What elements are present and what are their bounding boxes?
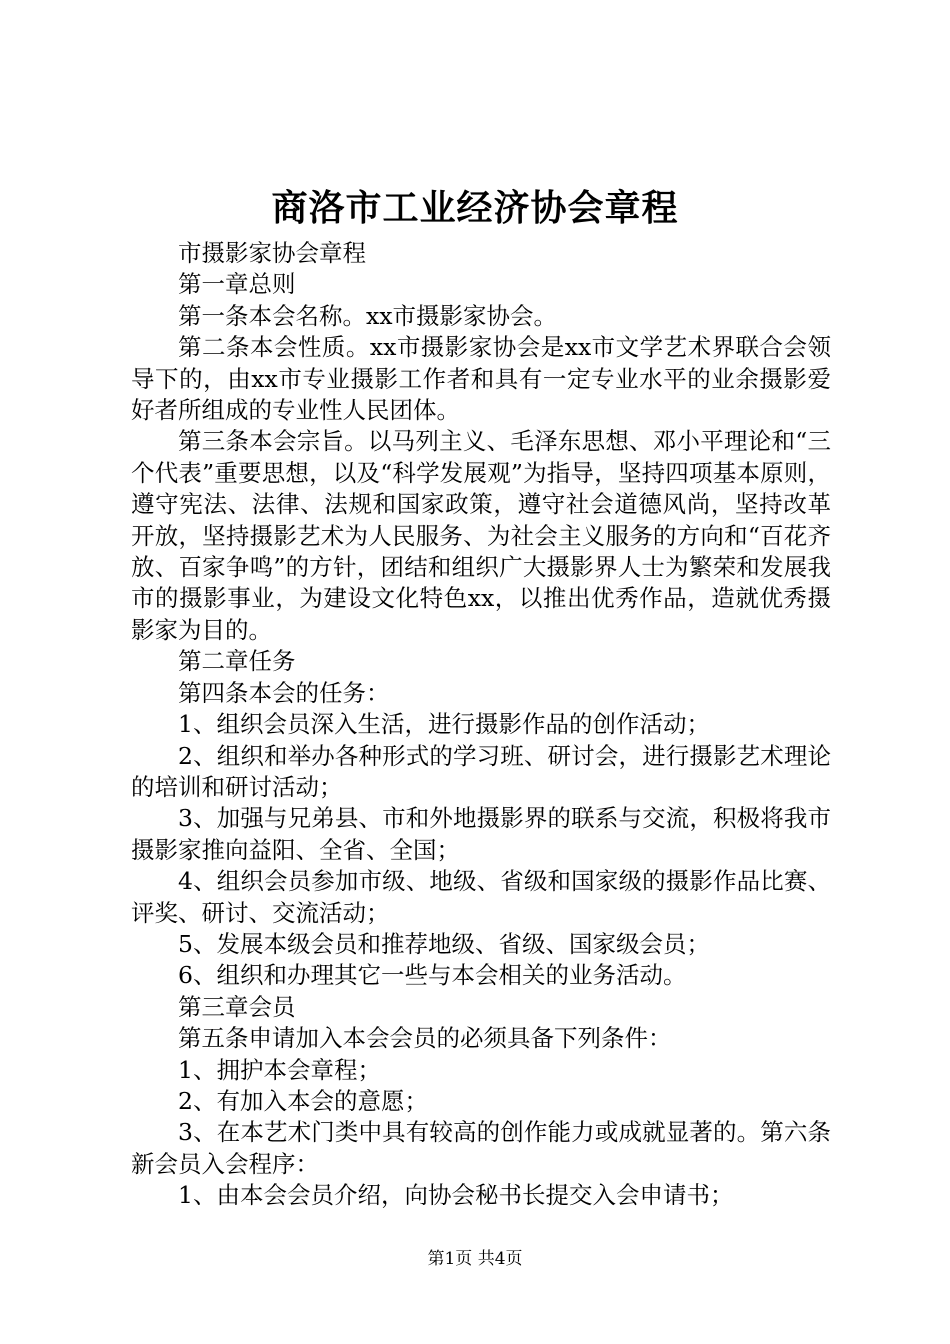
list-item: 2、有加入本会的意愿； [178,1086,428,1115]
paragraph: 第一条本会名称。xx市摄影家协会。 [178,301,558,330]
paragraph: 第三条本会宗旨。以马列主义、毛泽东思想、邓小平理论和“三个代表”重要思想，以及“科学发展观”为指导，坚持四项基本原则，遵守宪法、法律、法规和国家政策，遵守社会道德风尚，坚持改革开放，坚持摄影艺术为人民服务、为社会主义服务的方向和“百花齐放、百家争鸣”的方针，团结和组织广大摄影界人士为繁荣和发展我市的摄影事业，为建设文化特色xx，以推出优秀作品，造就优秀摄影家为目的。 [131,427,831,644]
list-item: 3、加强与兄弟县、市和外地摄影界的联系与交流，积极将我市摄影家推向益阳、全省、全国； [131,804,831,864]
chapter-heading: 第一章总则 [178,270,296,299]
paragraph: 市摄影家协会章程 [178,239,366,267]
list-item: 5、发展本级会员和推荐地级、省级、国家级会员； [178,929,710,958]
paragraph: 第二条本会性质。xx市摄影家协会是xx市文学艺术界联合会领导下的，由xx市专业摄影工作者和具有一定专业水平的业余摄影爱好者所组成的专业性人民团体。 [131,333,831,425]
list-item: 1、拥护本会章程； [178,1055,381,1084]
document-body [131,238,831,1212]
list-item: 1、由本会会员介绍，向协会秘书长提交入会申请书； [178,1181,734,1210]
paragraph: 第五条申请加入本会会员的必须具备下列条件： [178,1024,672,1053]
list-item: 1、组织会员深入生活，进行摄影作品的创作活动； [178,710,710,739]
list-item: 4、组织会员参加市级、地级、省级和国家级的摄影作品比赛、评奖、研讨、交流活动； [131,867,831,927]
list-item: 6、组织和办理其它一些与本会相关的业务活动。 [178,961,687,990]
chapter-heading: 第二章任务 [178,647,296,676]
page-footer: 第1页 共4页 [427,1249,523,1269]
paragraph: 第四条本会的任务： [178,678,390,707]
list-item: 3、在本艺术门类中具有较高的创作能力或成就显著的。第六条新会员入会程序： [131,1118,831,1178]
list-item: 2、组织和举办各种形式的学习班、研讨会，进行摄影艺术理论的培训和研讨活动； [131,741,831,801]
chapter-heading: 第三章会员 [178,992,296,1021]
document-title: 商洛市工业经济协会章程 [271,187,679,229]
